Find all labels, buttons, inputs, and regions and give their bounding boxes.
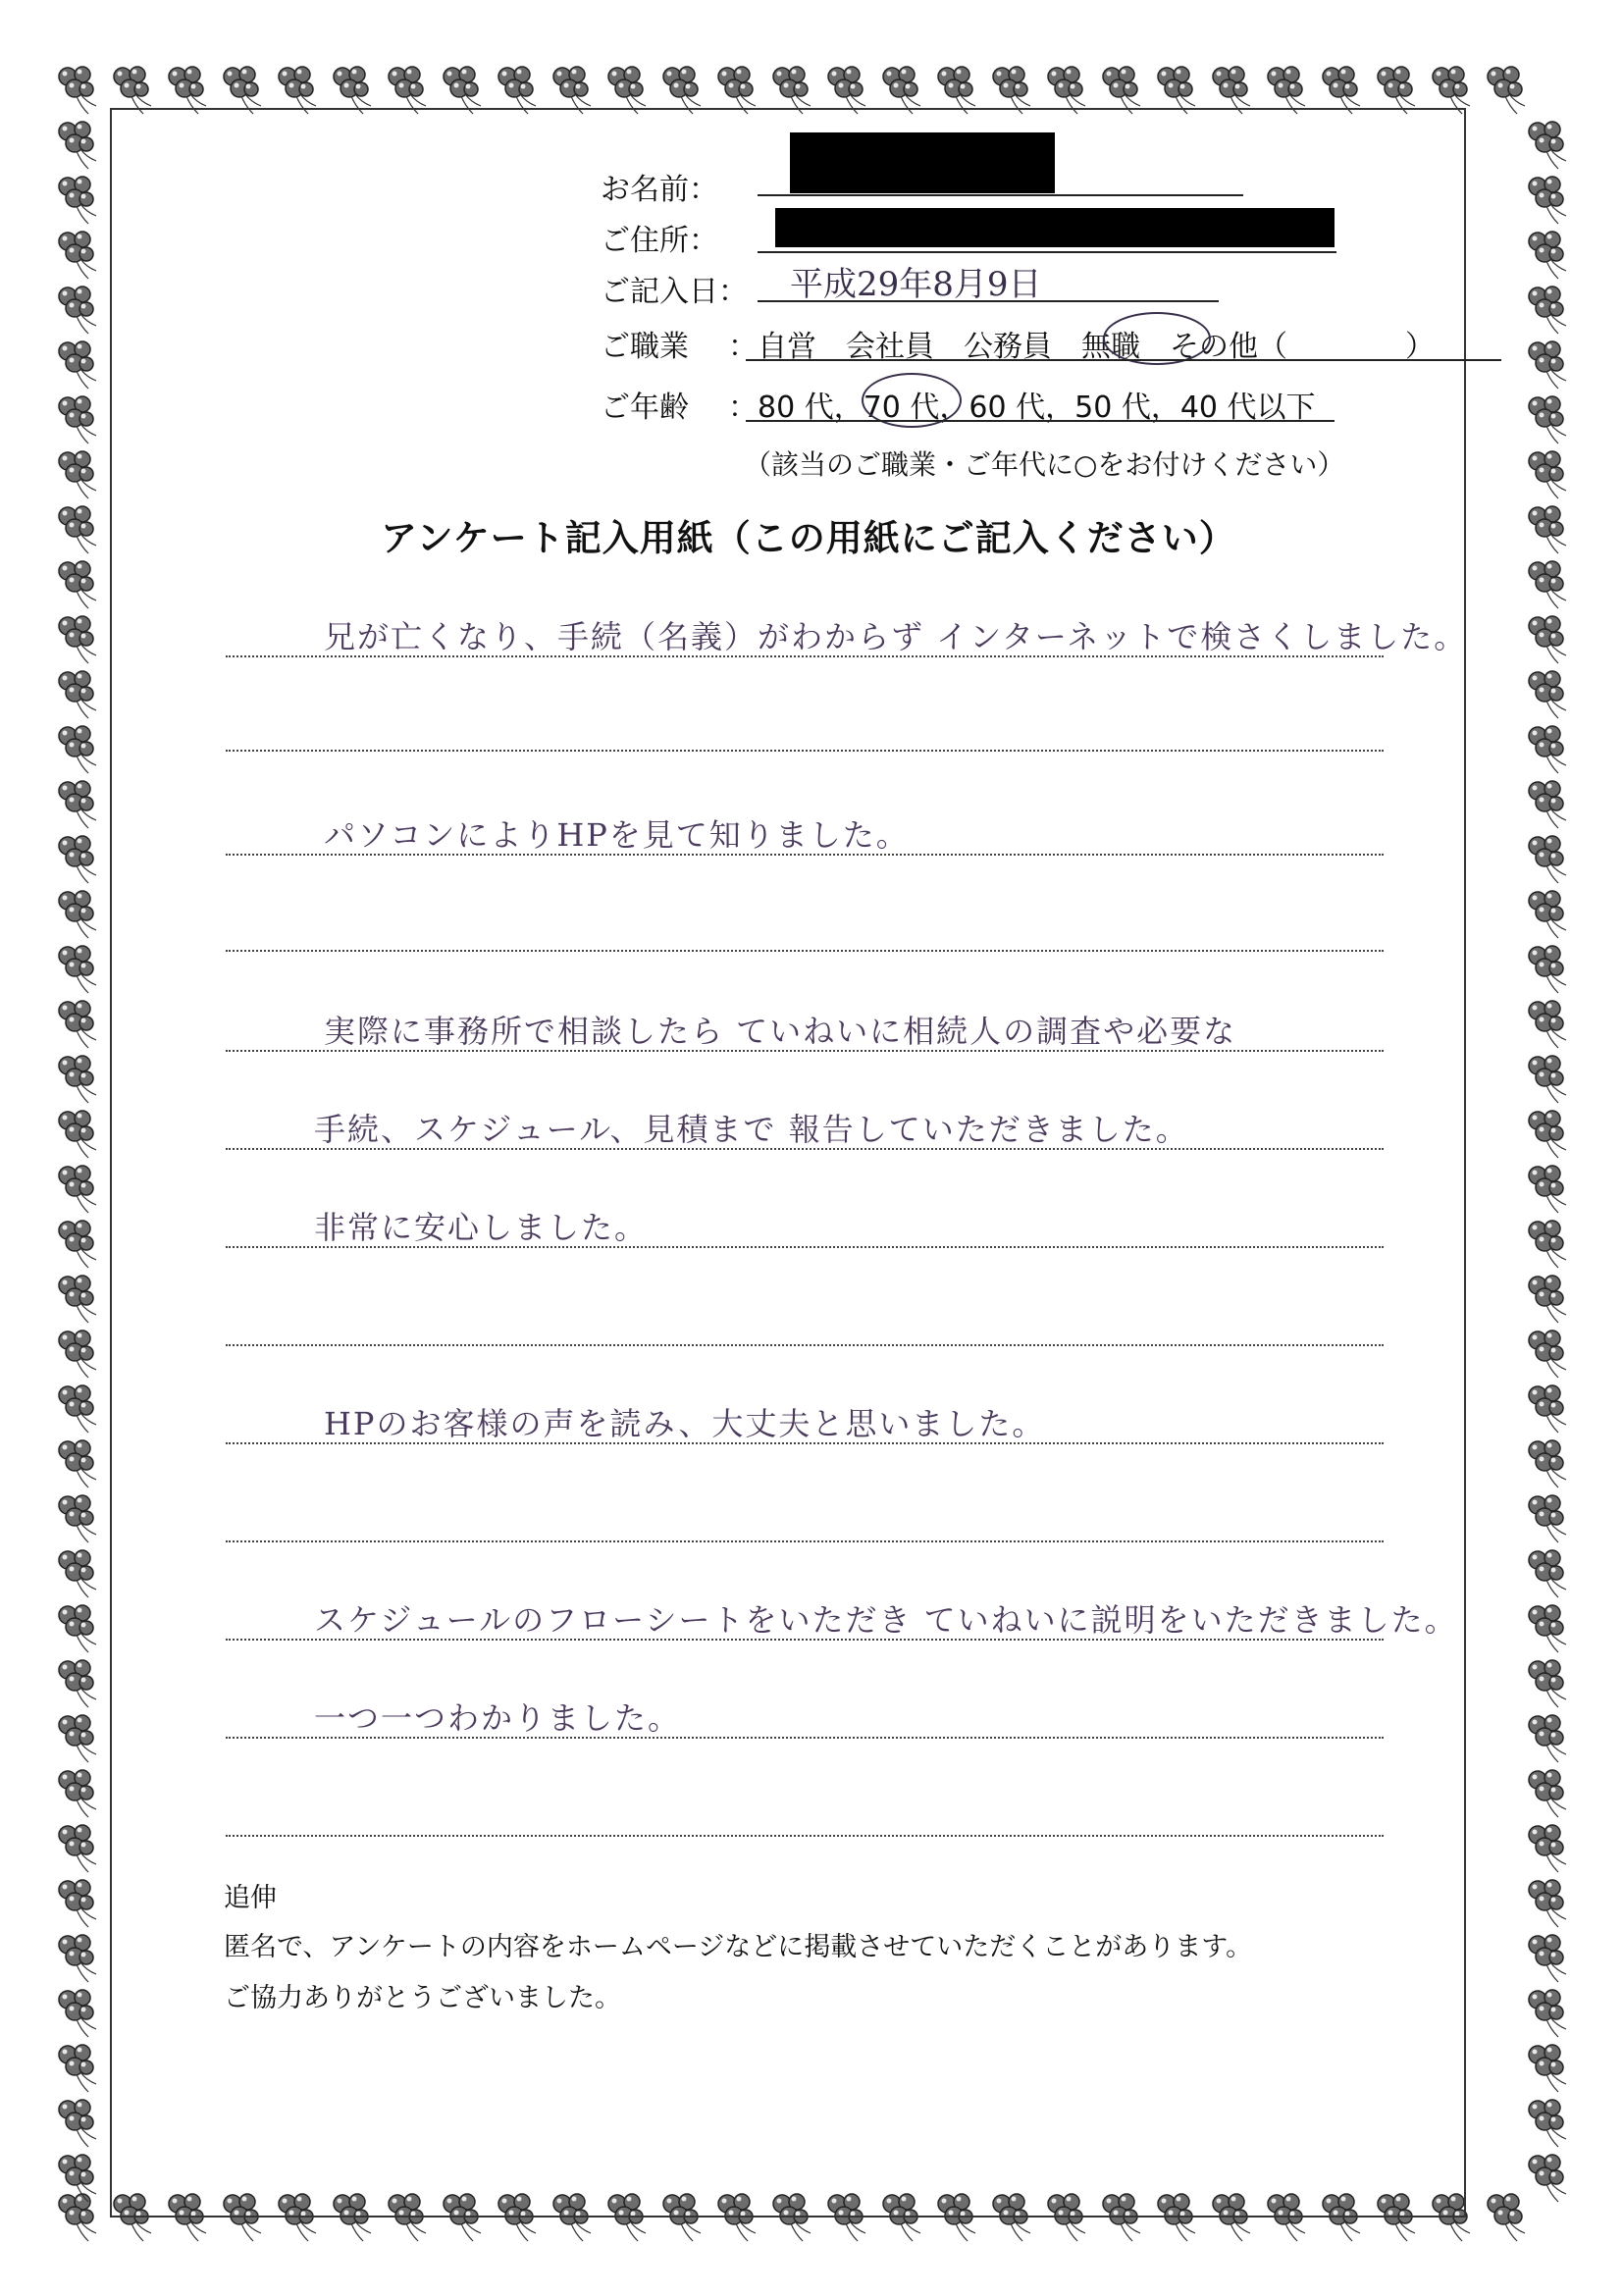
balloon-cluster [1529,1111,1566,1158]
occupation-circle-mark [1103,312,1211,365]
balloon-cluster [1488,67,1525,114]
balloon-cluster [59,1880,96,1927]
balloon-cluster [1529,1715,1566,1762]
balloon-cluster [59,451,96,498]
date-value: 平成29年8月9日 [790,265,1042,304]
balloon-cluster [1529,341,1566,389]
balloon-cluster [1529,836,1566,883]
answer-line-5: 非常に安心しました。 [314,1209,649,1246]
balloon-cluster [1529,1001,1566,1048]
balloon-cluster [1529,781,1566,828]
balloon-cluster [1529,177,1566,224]
balloon-cluster [1529,671,1566,718]
balloon-cluster [59,67,96,114]
balloon-cluster [59,1440,96,1487]
balloon-cluster [1529,891,1566,938]
balloon-cluster [59,1935,96,1982]
balloon-cluster [59,396,96,444]
balloon-cluster [1529,451,1566,498]
balloon-cluster [828,67,865,114]
instruction-note: （該当のご職業・ご年代に○をお付けください） [744,448,1345,481]
balloon-cluster [1529,1770,1566,1817]
balloon-cluster [59,946,96,993]
date-label: ご記入日： [601,275,748,309]
writing-line [226,1540,1384,1542]
address-redaction [775,208,1335,247]
balloon-cluster [1529,1276,1566,1323]
balloon-cluster [718,67,756,114]
date-underline [758,300,1219,302]
balloon-cluster [1529,1990,1566,2037]
balloon-cluster [59,671,96,718]
balloon-cluster [59,1660,96,1707]
balloon-cluster [389,67,426,114]
balloon-cluster [1529,2100,1566,2147]
balloon-cluster [59,1276,96,1323]
postscript-line-1: 匿名で、アンケートの内容をホームページなどに掲載させていただくことがあります。 [224,1932,1253,1962]
balloon-cluster [1529,561,1566,608]
balloon-cluster [59,1385,96,1433]
balloon-cluster [59,1001,96,1048]
balloon-cluster [1529,1550,1566,1597]
balloon-cluster [1378,67,1415,114]
balloon-cluster [279,67,316,114]
balloon-cluster [1529,2155,1566,2202]
age-options: ：80 代，70 代，60 代，50 代，40 代以下 [728,391,1316,425]
balloon-cluster [1529,1166,1566,1213]
balloon-cluster [59,1495,96,1542]
balloon-cluster [1529,726,1566,773]
writing-line [226,750,1384,752]
balloon-cluster [1529,396,1566,444]
balloon-cluster [608,67,646,114]
balloon-cluster [1529,232,1566,279]
age-underline [746,420,1335,422]
answer-line-8: 一つ一つわかりました。 [314,1699,682,1737]
balloon-cluster [1529,1605,1566,1652]
balloon-cluster [59,1111,96,1158]
balloon-cluster [59,836,96,883]
balloon-cluster [59,287,96,334]
balloon-cluster [444,67,481,114]
balloon-cluster [59,177,96,224]
balloon-cluster [59,616,96,663]
balloon-cluster [663,67,701,114]
balloon-cluster [59,2100,96,2147]
name-underline [758,194,1243,196]
balloon-cluster [1529,1825,1566,1872]
balloon-cluster [59,726,96,773]
postscript-heading: 追伸 [224,1883,277,1913]
balloon-cluster [59,1166,96,1213]
balloon-cluster [1158,67,1195,114]
balloon-cluster [1529,122,1566,169]
balloon-cluster [938,67,975,114]
answer-line-6: HPのお客様の声を読み、大丈夫と思いました。 [324,1405,1046,1442]
writing-line [226,1835,1384,1837]
balloon-cluster [59,1990,96,2037]
balloon-cluster [553,67,591,114]
balloon-cluster [1529,1385,1566,1433]
balloon-cluster [59,1550,96,1597]
balloon-cluster [1268,67,1305,114]
address-underline [758,251,1336,253]
answer-line-3: 実際に事務所で相談したら ていねいに相続人の調査や必要な [324,1013,1237,1050]
balloon-cluster [993,67,1030,114]
balloon-cluster [59,1056,96,1103]
name-redaction [790,132,1055,193]
balloon-cluster [1529,1440,1566,1487]
balloon-cluster [1213,67,1250,114]
name-label: お名前： [601,173,718,207]
balloon-cluster [59,1825,96,1872]
balloon-cluster [59,1770,96,1817]
balloon-cluster [59,341,96,389]
writing-line [226,950,1384,952]
balloon-cluster [59,891,96,938]
balloon-cluster [1529,1660,1566,1707]
balloon-cluster [59,1605,96,1652]
balloon-cluster [334,67,371,114]
balloon-cluster [59,122,96,169]
balloon-cluster [1529,2045,1566,2092]
balloon-cluster [1529,287,1566,334]
balloon-cluster [59,561,96,608]
balloon-cluster [1529,1935,1566,1982]
answer-line-7: スケジュールのフローシートをいただき ていねいに説明をいただきました。 [314,1601,1458,1639]
answer-line-4: 手続、スケジュール、見積まで 報告していただきました。 [314,1111,1189,1148]
form-title: アンケート記入用紙（この用紙にご記入ください） [381,517,1236,559]
balloon-cluster [59,781,96,828]
balloon-cluster [59,232,96,279]
occupation-underline [746,359,1501,361]
balloon-cluster [883,67,920,114]
balloon-cluster [1529,1056,1566,1103]
balloon-cluster [59,506,96,553]
balloon-cluster [59,1715,96,1762]
postscript-line-2: ご協力ありがとうございました。 [224,1983,621,2013]
occupation-label: ご職業 [601,330,689,364]
balloon-cluster [1323,67,1360,114]
balloon-cluster [1433,67,1470,114]
balloon-cluster [114,67,151,114]
occupation-options: ：自営 会社員 公務員 無職 その他（ ） [728,330,1435,364]
balloon-cluster [498,67,536,114]
balloon-cluster [224,67,261,114]
balloon-cluster [1529,946,1566,993]
writing-line [226,1344,1384,1346]
balloon-cluster [1529,1331,1566,1378]
balloon-cluster [773,67,811,114]
answer-line-1: 兄が亡くなり、手続（名義）がわからず インターネットで検さくしました。 [324,618,1468,655]
balloon-cluster [59,1221,96,1268]
balloon-cluster [1529,1221,1566,1268]
balloon-cluster [1529,1880,1566,1927]
address-label: ご住所： [601,224,718,258]
balloon-cluster [1488,2194,1525,2241]
balloon-cluster [1529,506,1566,553]
balloon-cluster [1529,616,1566,663]
balloon-cluster [59,2194,96,2241]
balloon-cluster [59,2155,96,2202]
age-label: ご年齢 [601,391,689,425]
balloon-cluster [169,67,206,114]
balloon-cluster [1529,1495,1566,1542]
balloon-cluster [1103,67,1140,114]
balloon-cluster [1048,67,1085,114]
answer-line-2: パソコンによりHPを見て知りました。 [324,816,910,854]
balloon-cluster [59,2045,96,2092]
balloon-cluster [59,1331,96,1378]
